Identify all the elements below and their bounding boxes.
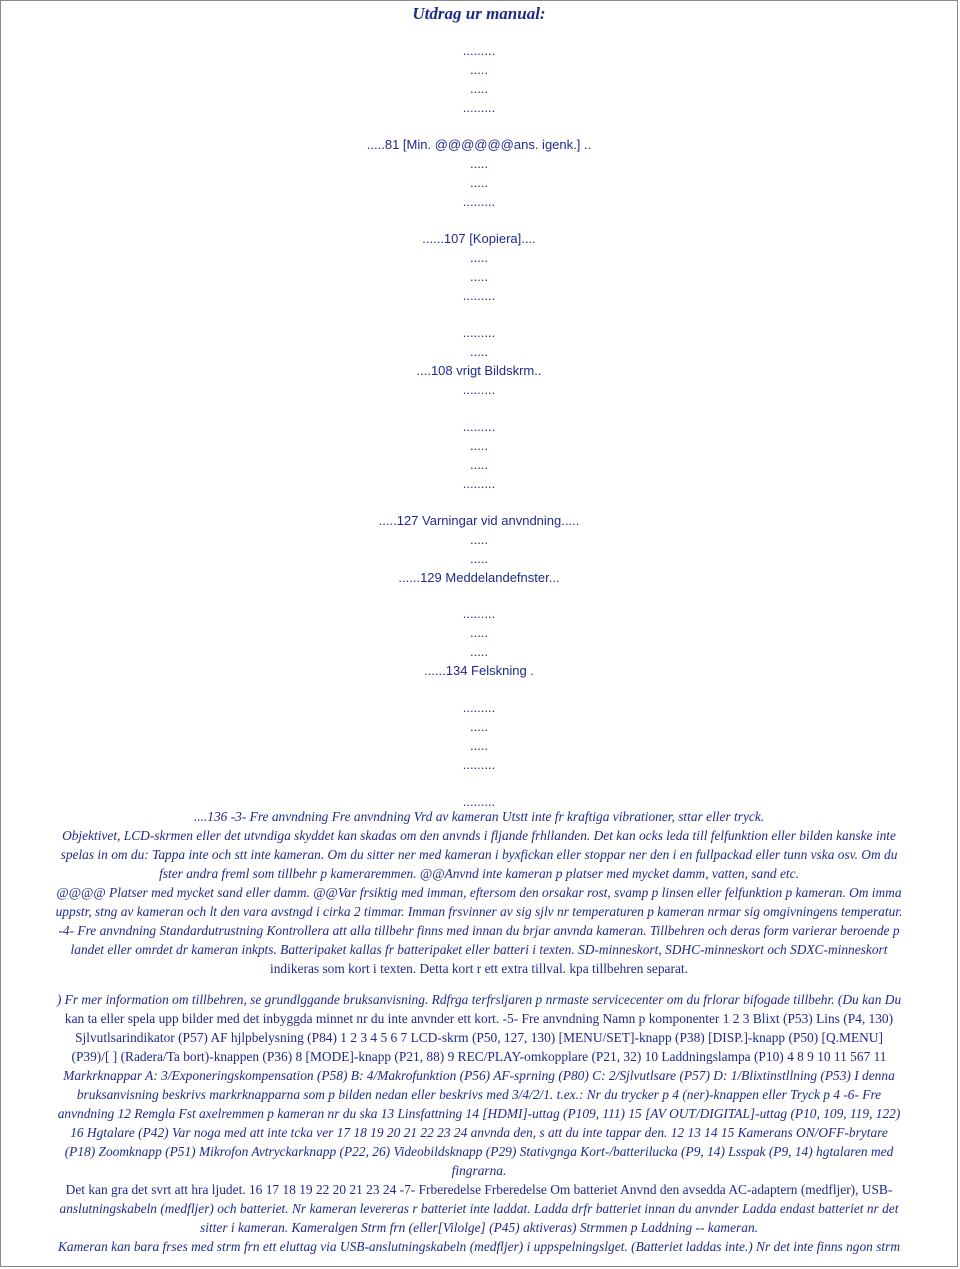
toc-line: .....81 [Min. @@@@@@ans. igenk.] .. [366,137,592,152]
toc-line: ..... [469,625,489,640]
toc-line: ......107 [Kopiera].... [422,231,536,246]
toc-line: ......... [462,194,496,209]
toc-line: ..... [469,644,489,659]
toc-line: ....108 vrigt Bildskrm.. [416,363,542,378]
body-line: ....136 -3- Fre anvndning Fre anvndning Vrd av kameran Utstt inte fr kraftiga vibrationer, sttar eller tryck. [193,809,765,824]
body-line: (P18) Zoomknapp (P51) Mikrofon Avtryckarknapp (P22, 26) Videobildsknapp (P29) Stativgnga Kort-/batterilucka (P9, 14) Lsspak (P9, 14) hgtalaren med [64,1144,894,1159]
toc-line: ......129 Meddelandefnster... [398,570,560,585]
body-line: uppstr, stng av kameran och lt den vara avstngd i cirka 2 timmar. Imman frsvinner av sig sjlv nr temperaturen p kameran nrmar sig omgivningens temperatur. [55,904,903,919]
toc-line: ..... [469,81,489,96]
body-line: sitter i kameran. Kameralgen Strm frn (eller[Vilolge] (P45) aktiveras) Strmmen p Laddning -- kameran. [200,1220,758,1235]
body-line: indikeras som kort i texten. Detta kort r ett extra tillval. kpa tillbehren separat. [270,961,688,976]
body-line: kan ta eller spela upp bilder med det inbyggda minnet nr du inte anvnder ett kort. -5- Fre anvndning Namn p komponenter 1 2 3 Blixt (P53) Lins (P4, 130) [64,1011,894,1026]
toc-line: ..... [469,269,489,284]
body-line: @@@@ Platser med mycket sand eller damm. @@Var frsiktig med imman, eftersom den orsakar rost, svamp p linsen eller felfunktion p kameran. Om imma [56,885,902,900]
toc-line: ..... [469,719,489,734]
toc-line: ......... [462,43,496,58]
body-line: landet eller omrdet dr kameran inkpts. Batteripaket kallas fr batteripaket eller batteri i texten. SD-minneskort, SDHC-minneskort och SDXC-minneskort [70,942,888,957]
toc-line: ..... [469,62,489,77]
toc-line: ......... [462,382,496,397]
toc-line: ..... [469,175,489,190]
page-title: Utdrag ur manual: [412,4,546,23]
toc-line: ..... [469,738,489,753]
body-line: ) Fr mer information om tillbehren, se grundlggande bruksanvisning. Rdfrga terfrsljaren p nrmaste servicecenter om du frlorar bifogade tillbehr. (Du kan Du [56,992,902,1007]
toc-line: ..... [469,457,489,472]
body-line: Markrknappar A: 3/Exponeringskompensation (P58) B: 4/Makrofunktion (P56) AF-sprning (P80) C: 2/Sjlvutlsare (P57) D: 1/Blixtinstllning (P53) I denna [63,1068,895,1083]
toc-line: ..... [469,438,489,453]
toc-line: ......134 Felskning . [424,663,534,678]
toc-line: ......... [462,325,496,340]
body-line: Objektivet, LCD-skrmen eller det utvndiga skyddet kan skadas om den anvnds i fljande frhllanden. Det kan ocks leda till felfunktion eller bilden kanske inte [62,828,896,843]
toc-line: ......... [462,757,496,772]
body-line: Det kan gra det svrt att hra ljudet. 16 17 18 19 22 20 21 23 24 -7- Frberedelse Frberedelse Om batteriet Anvnd den avsedda AC-adaptern (medfljer), USB- [65,1182,893,1197]
body-line: fster andra freml som tillbehr p kameraremmen. @@Anvnd inte kameran p platser med mycket damm, vatten, sand etc. [159,866,799,881]
body-line: fingrarna. [451,1163,507,1178]
toc-line: ..... [469,344,489,359]
toc-line: ......... [462,100,496,115]
body-line: spelas in om du: Tappa inte och stt inte kameran. Om du sitter ner med kameran i byxfickan eller stoppar ner den i en fullpackad eller tunn vska osv. Om du [60,847,898,862]
body-line: -4- Fre anvndning Standardutrustning Kontrollera att alla tillbehr finns med innan du brjar anvnda kameran. Tillbehren och deras form varierar beroende p [58,923,900,938]
toc-line: ..... [469,551,489,566]
toc-line: ......... [462,476,496,491]
toc-line: ......... [462,700,496,715]
body-line: Kameran kan bara frses med strm frn ett eluttag via USB-anslutningskabeln (medfljer) i uppspelningslget. (Batteriet laddas inte.) Nr det inte finns ngon strm [57,1239,901,1254]
toc-line: ......... [462,606,496,621]
body-line: anvndning 12 Remgla Fst axelremmen p kameran nr du ska 13 Linsfattning 14 [HDMI]-uttag (P109, 111) 15 [AV OUT/DIGITAL]-uttag (P10, 109, 119, 122) [57,1106,901,1121]
body-line: Sjlvutlsarindikator (P57) AF hjlpbelysning (P84) 1 2 3 4 5 6 7 LCD-skrm (P50, 127, 130) [MENU/SET]-knapp (P38) [DISP.]-knapp (P50) [Q.MENU] [75,1030,883,1045]
toc-line: ..... [469,532,489,547]
toc-line: ......... [462,794,496,809]
toc-line: .....127 Varningar vid anvndning..... [378,513,580,528]
body-line: 16 Hgtalare (P42) Var noga med att inte tcka ver 17 18 19 20 21 22 23 24 anvnda den, s att du inte tappar den. 12 13 14 15 Kamerans ON/OFF-brytare [70,1125,888,1140]
toc-line: ......... [462,288,496,303]
body-line: anslutningskabeln (medfljer) och batteriet. Nr kameran levereras r batteriet inte laddat. Ladda drfr batteriet innan du anvnder Ladda endast batteriet nr det [59,1201,899,1216]
body-line: bruksanvisning beskrivs markrknapparna som p bilden nedan eller beskrivs med 3/4/2/1. t.ex.: Nr du trycker p 4 (ner)-knappen eller Tryck p 4 -6- Fre [76,1087,882,1102]
toc-line: ..... [469,250,489,265]
toc-line: ......... [462,419,496,434]
body-line: (P39)/[ ] (Radera/Ta bort)-knappen (P36) 8 [MODE]-knapp (P21, 88) 9 REC/PLAY-omkopplare (P21, 32) 10 Laddningslampa (P10) 4 8 9 10 11 567 11 [71,1049,887,1064]
toc-line: ..... [469,156,489,171]
